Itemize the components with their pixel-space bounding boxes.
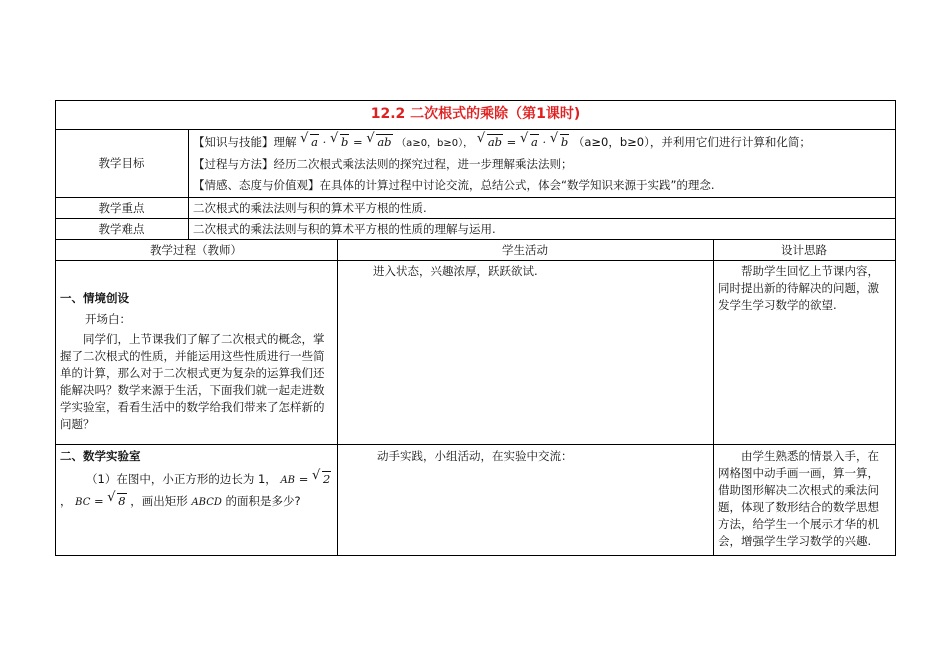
key-label: 教学重点 <box>98 201 145 215</box>
table-border-bottom <box>55 555 896 556</box>
ab-value: 2 <box>322 472 331 486</box>
section2-problem-line2: ， BC = √ 8 ，画出矩形 ABCD 的面积是多少? <box>60 492 301 512</box>
section2-heading: 二、数学实验室 <box>60 449 141 463</box>
rect-label: ABCD <box>191 497 222 508</box>
section2-student-text: 动手实践，小组活动，在实验中交流： <box>377 449 573 463</box>
goal-knowledge <box>193 133 811 153</box>
teacher-column-divider <box>337 239 338 556</box>
formula1-ab: ab <box>377 135 392 149</box>
student-column-divider <box>713 239 714 556</box>
formula-product-reverse: √ ab = √ a · √ b <box>477 135 573 149</box>
ab-label: AB <box>280 475 296 486</box>
bc-label: BC <box>75 497 91 508</box>
formula2-a: a <box>530 135 538 149</box>
column-header-design: 设计思路 <box>781 243 827 257</box>
row-divider-difficulty <box>55 239 896 240</box>
section1-design-text: 帮助学生回忆上节课内容，同时提出新的待解决的问题，激发学生学习数学的欲望. <box>718 264 879 312</box>
column-header-teacher: 教学过程（教师） <box>150 243 242 257</box>
condition-1: （a≥0，b≥0）， <box>396 138 474 149</box>
problem-part3: 的面积是多少? <box>225 494 301 508</box>
section1-opening: 开场白： <box>85 312 131 326</box>
goals-label: 教学目标 <box>98 156 145 170</box>
lesson-title: 12.2 二次根式的乘除（第1课时) <box>370 106 581 122</box>
row-divider-goals <box>55 197 896 198</box>
problem-part1: （1）在图中，小正方形的边长为 1， <box>86 472 277 486</box>
column-header-student: 学生活动 <box>502 243 548 257</box>
difficulty-text: 二次根式的乘法法则与积的算术平方根的性质的理解与运用. <box>193 222 496 236</box>
goal-emotion: 【情感、态度与价值观】在具体的计算过程中讨论交流，总结公式，体会“数学知识来源于实践”的理念. <box>193 178 715 192</box>
goal-knowledge-prefix: 【知识与技能】理解 <box>193 135 297 149</box>
goal-process: 【过程与方法】经历二次根式乘法法则的探究过程，进一步理解乘法法则； <box>193 157 573 171</box>
table-border-top <box>55 100 896 101</box>
table-border-right <box>895 100 896 556</box>
formula-product: √ a · √ b = √ ab <box>300 135 396 149</box>
formula1-b: b <box>340 135 349 149</box>
difficulty-label: 教学难点 <box>98 222 145 236</box>
row-divider-key <box>55 218 896 219</box>
row-divider-header <box>55 260 896 261</box>
section1-teacher-text: 同学们，上节课我们了解了二次根式的概念，掌握了二次根式的性质，并能运用这些性质进行一些简单的计算，那么对于二次根式更为复杂的运算我们还能解决吗？数学来源于生活，下面我们就一起走进数学实验室，看看生活中的数学给我们带来了怎样新的问题？ <box>60 332 325 431</box>
section2-problem-line1: （1）在图中，小正方形的边长为 1， AB = √ 2 <box>86 470 331 490</box>
problem-part2: ，画出矩形 <box>130 494 188 508</box>
label-column-divider <box>188 129 189 240</box>
formula2-ab: ab <box>487 135 503 149</box>
formula1-a: a <box>311 135 319 149</box>
section2-design-text: 由学生熟悉的情景入手，在网格图中动手画一画，算一算，借助图形解决二次根式的乘法问题，体现了数形结合的数学思想方法，给学生一个展示才华的机会，增强学生学习数学的兴趣. <box>718 449 879 548</box>
section1-student-text: 进入状态，兴趣浓厚，跃跃欲试. <box>373 264 538 278</box>
formula2-b: b <box>560 135 569 149</box>
key-text: 二次根式的乘法法则与积的算术平方根的性质. <box>193 201 427 215</box>
row-divider-section1 <box>55 444 896 445</box>
row-divider-title <box>55 129 896 130</box>
condition-2: （a≥0，b≥0），并利用它们进行计算和化简； <box>572 135 811 149</box>
bc-value: 8 <box>118 494 126 508</box>
section1-heading: 一、情境创设 <box>60 291 129 305</box>
